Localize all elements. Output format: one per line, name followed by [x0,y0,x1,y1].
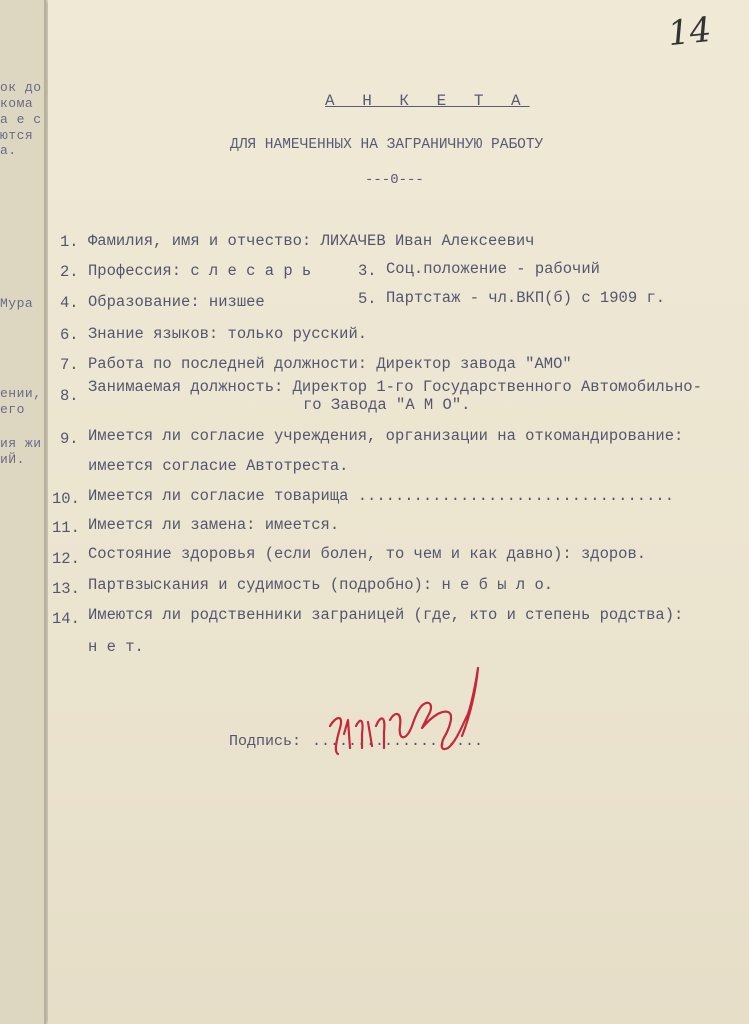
page-number: 14 [666,9,714,55]
signature-label: Подпись: [229,733,302,750]
item-number: 4. [60,294,79,312]
item-number: 2. [60,263,79,281]
back-page-text: а. [0,143,17,158]
back-page-text: ении, [0,386,42,401]
item-number: 11. [52,519,80,537]
item-party-membership: Партстаж - чл.ВКП(б) с 1909 г. [386,289,666,307]
title-decoration: ---0--- [365,172,424,188]
item-institution-consent-answer: имеется согласие Автотреста. [88,457,349,475]
item-relatives-abroad-answer: н е т. [88,638,144,656]
back-page-text: кома [0,96,34,111]
item-number: 5. [358,290,377,308]
questionnaire-page [48,0,749,1024]
item-health: Состояние здоровья (если болен, то чем и как давно): здоров. [88,545,647,563]
item-profession: Профессия: с л е с а р ь [88,262,312,280]
item-current-position-cont: го Завода "А М О". [303,396,471,414]
item-number: 14. [52,610,80,628]
underlying-page-edge [0,0,46,1024]
item-education: Образование: низшее [88,293,265,311]
form-title: А Н К Е Т А [325,92,530,110]
item-social-status: Соц.положение - рабочий [386,260,600,278]
item-number: 6. [60,326,79,344]
back-page-text: его [0,402,25,417]
item-number: 9. [60,430,79,448]
item-languages: Знание языков: только русский. [88,325,368,343]
form-subtitle: ДЛЯ НАМЕЧЕННЫХ НА ЗАГРАНИЧНУЮ РАБОТУ [230,137,544,153]
back-page-text: иЙ. [0,452,25,467]
back-page-text: ются [0,128,34,143]
item-comrade-consent: Имеется ли согласие товарища .................................. [88,487,674,505]
item-number: 13. [52,580,80,598]
item-number: 12. [52,550,80,568]
item-number: 8. [60,387,79,405]
item-full-name: Фамилия, имя и отчество: ЛИХАЧЕВ Иван Алексеевич [88,232,535,250]
back-page-text: Мура [0,296,34,311]
back-page-text: ок до [0,80,42,95]
handwritten-signature [322,656,492,766]
item-last-position: Работа по последней должности: Директор завода "АМО" [88,355,572,373]
item-number: 1. [60,233,79,251]
back-page-text: а е с [0,112,42,127]
item-number: 7. [60,356,79,374]
item-relatives-abroad: Имеются ли родственники заграницей (где, кто и степень родства): [88,606,684,624]
item-number: 3. [358,262,377,280]
item-party-penalties: Партвзыскания и судимость (подробно): н е б ы л о. [88,576,554,594]
item-institution-consent: Имеется ли согласие учреждения, организации на откомандирование: [88,427,684,445]
signature-line: ................... [312,733,484,750]
item-number: 10. [52,490,80,508]
item-replacement: Имеется ли замена: имеется. [88,516,340,534]
back-page-text: ия жи [0,436,42,451]
item-current-position: Занимаемая должность: Директор 1-го Государственного Автомобильно- [88,378,702,396]
